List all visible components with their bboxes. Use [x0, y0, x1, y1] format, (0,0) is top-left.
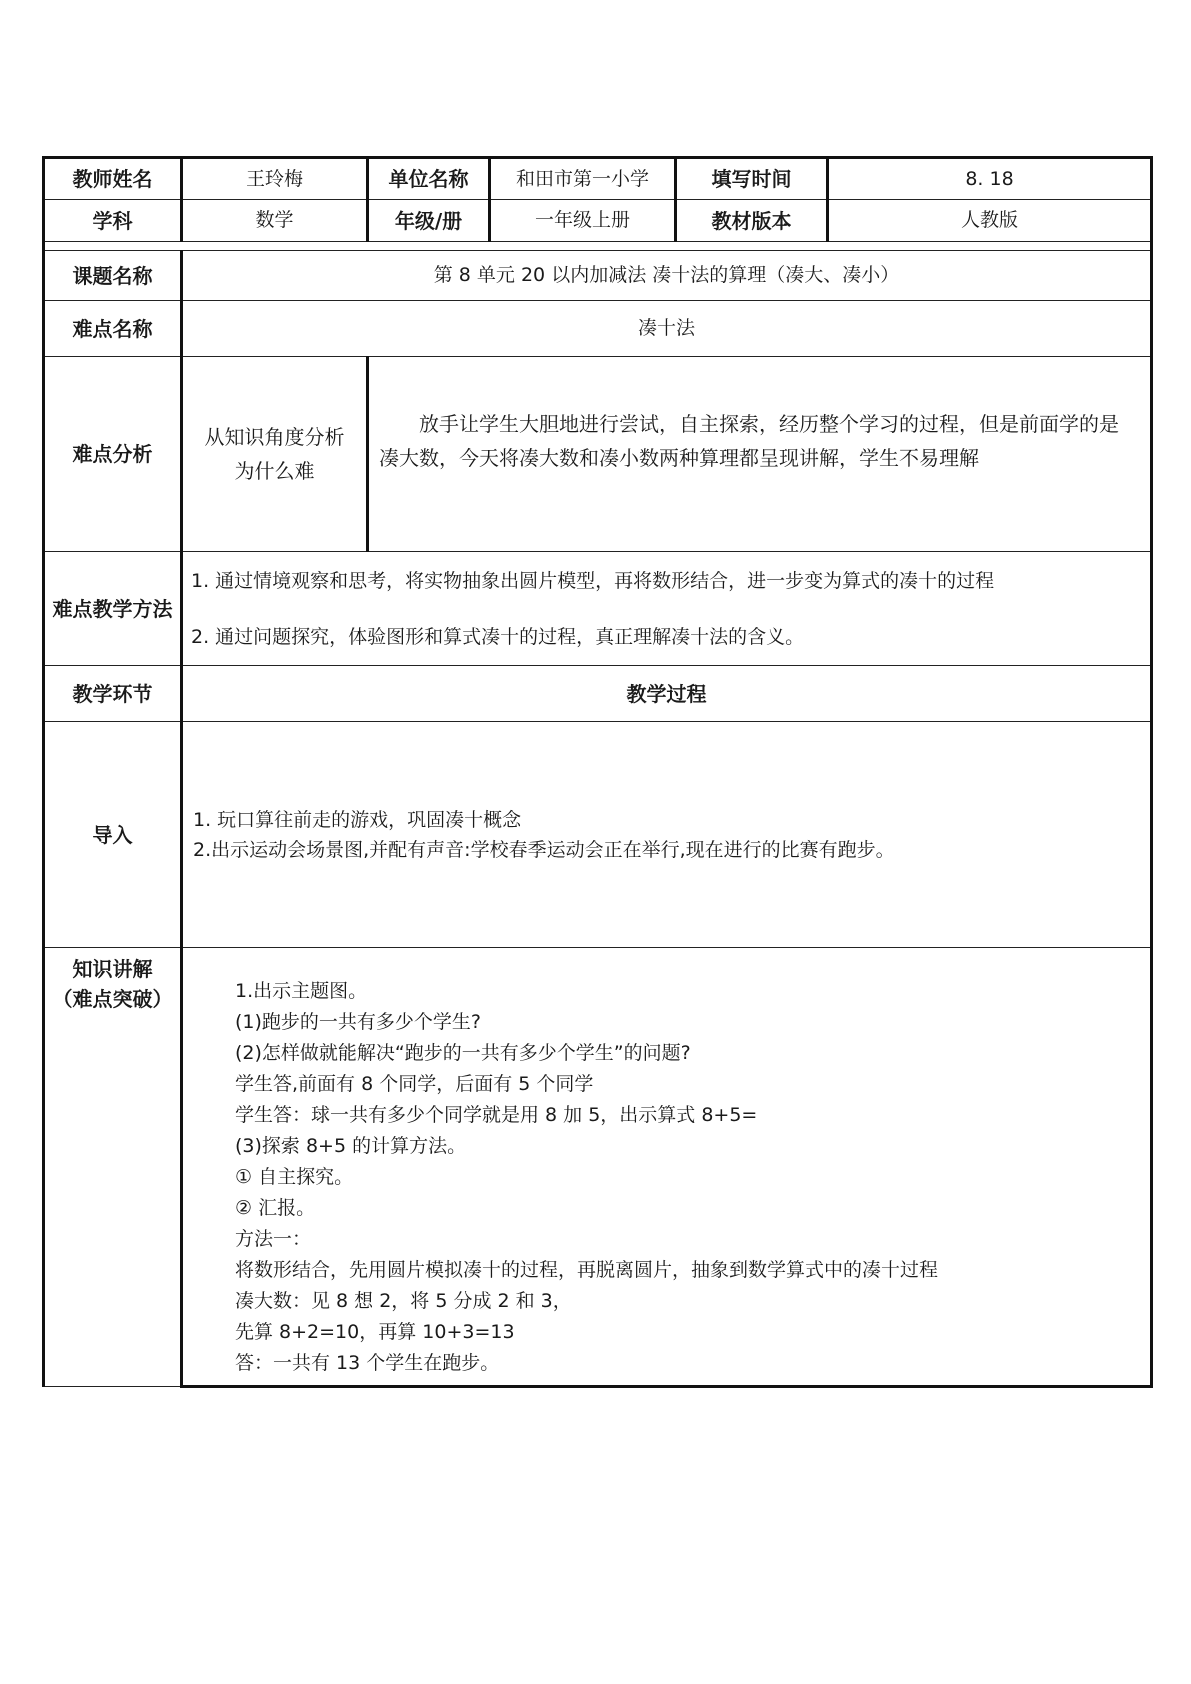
- knowledge-line: ① 自主探究。: [235, 1166, 354, 1188]
- topic-value: 第 8 单元 20 以内加减法 凑十法的算理（凑大、凑小）: [182, 251, 1152, 301]
- grade-label: 年级/册: [368, 200, 490, 242]
- process-value: 教学过程: [182, 666, 1152, 722]
- intro-line-1: 1. 玩口算往前走的游戏，巩固凑十概念: [193, 808, 522, 831]
- knowledge-content: [182, 948, 1152, 1387]
- knowledge-row: [44, 948, 1152, 1387]
- intro-line-2: 2.出示运动会场景图,并配有声音:学校春季运动会正在举行,现在进行的比赛有跑步。: [193, 838, 895, 861]
- unit-value: 和田市第一小学: [490, 158, 676, 200]
- knowledge-line: (1)跑步的一共有多少个学生?: [235, 1011, 481, 1033]
- header-row-2: [44, 200, 1152, 242]
- intro-label: 导入: [44, 722, 182, 948]
- knowledge-label-line-1: 知识讲解: [72, 957, 153, 981]
- topic-row: [44, 251, 1152, 301]
- teacher-label: 教师姓名: [44, 158, 182, 200]
- analysis-text: 放手让学生大胆地进行尝试，自主探索，经历整个学习的过程，但是前面学的是凑大数，今天将凑大数和凑小数两种算理都呈现讲解，学生不易理解: [368, 357, 1152, 552]
- knowledge-line: 学生答,前面有 8 个同学，后面有 5 个同学: [235, 1073, 594, 1095]
- edition-label: 教材版本: [676, 200, 828, 242]
- spacer-row: [44, 242, 1152, 251]
- knowledge-line: (3)探索 8+5 的计算方法。: [235, 1135, 467, 1157]
- date-value: 8. 18: [828, 158, 1152, 200]
- lesson-plan-table: [42, 156, 1153, 1388]
- grade-value: 一年级上册: [490, 200, 676, 242]
- process-label: 教学环节: [44, 666, 182, 722]
- intro-content: [182, 722, 1152, 948]
- knowledge-line: ② 汇报。: [235, 1197, 316, 1219]
- knowledge-line: 凑大数：见 8 想 2，将 5 分成 2 和 3，: [235, 1290, 572, 1312]
- teacher-value: 王玲梅: [182, 158, 368, 200]
- difficulty-row: [44, 301, 1152, 357]
- process-header-row: [44, 666, 1152, 722]
- knowledge-line: 答：一共有 13 个学生在跑步。: [235, 1352, 500, 1374]
- method-label: 难点教学方法: [44, 552, 182, 666]
- difficulty-label: 难点名称: [44, 301, 182, 357]
- knowledge-line: (2)怎样做就能解决“跑步的一共有多少个学生”的问题?: [235, 1042, 691, 1064]
- knowledge-line: 将数形结合，先用圆片模拟凑十的过程，再脱离圆片，抽象到数学算式中的凑十过程: [235, 1259, 939, 1281]
- method-line-2: 2. 通过问题探究，体验图形和算式凑十的过程，真正理解凑十法的含义。: [191, 625, 805, 648]
- lesson-plan-sheet: [42, 156, 1150, 1388]
- knowledge-line: 先算 8+2=10，再算 10+3=13: [235, 1321, 515, 1343]
- analysis-label: 难点分析: [44, 357, 182, 552]
- header-row-1: [44, 158, 1152, 200]
- intro-row: [44, 722, 1152, 948]
- knowledge-label-line-2: （难点突破）: [52, 987, 173, 1011]
- analysis-row: [44, 357, 1152, 552]
- knowledge-label: [44, 948, 182, 1387]
- knowledge-line: 方法一：: [235, 1228, 312, 1250]
- edition-value: 人教版: [828, 200, 1152, 242]
- unit-label: 单位名称: [368, 158, 490, 200]
- method-line-1: 1. 通过情境观察和思考，将实物抽象出圆片模型，再将数形结合，进一步变为算式的凑十的过程: [191, 569, 995, 592]
- analysis-sub-label: 从知识角度分析为什么难: [182, 357, 368, 552]
- spacer: [44, 242, 1152, 251]
- knowledge-line: 1.出示主题图。: [235, 980, 368, 1002]
- difficulty-value: 凑十法: [182, 301, 1152, 357]
- knowledge-line: 学生答：球一共有多少个同学就是用 8 加 5，出示算式 8+5=: [235, 1104, 758, 1126]
- date-label: 填写时间: [676, 158, 828, 200]
- method-content: [182, 552, 1152, 666]
- subject-value: 数学: [182, 200, 368, 242]
- method-row: [44, 552, 1152, 666]
- topic-label: 课题名称: [44, 251, 182, 301]
- subject-label: 学科: [44, 200, 182, 242]
